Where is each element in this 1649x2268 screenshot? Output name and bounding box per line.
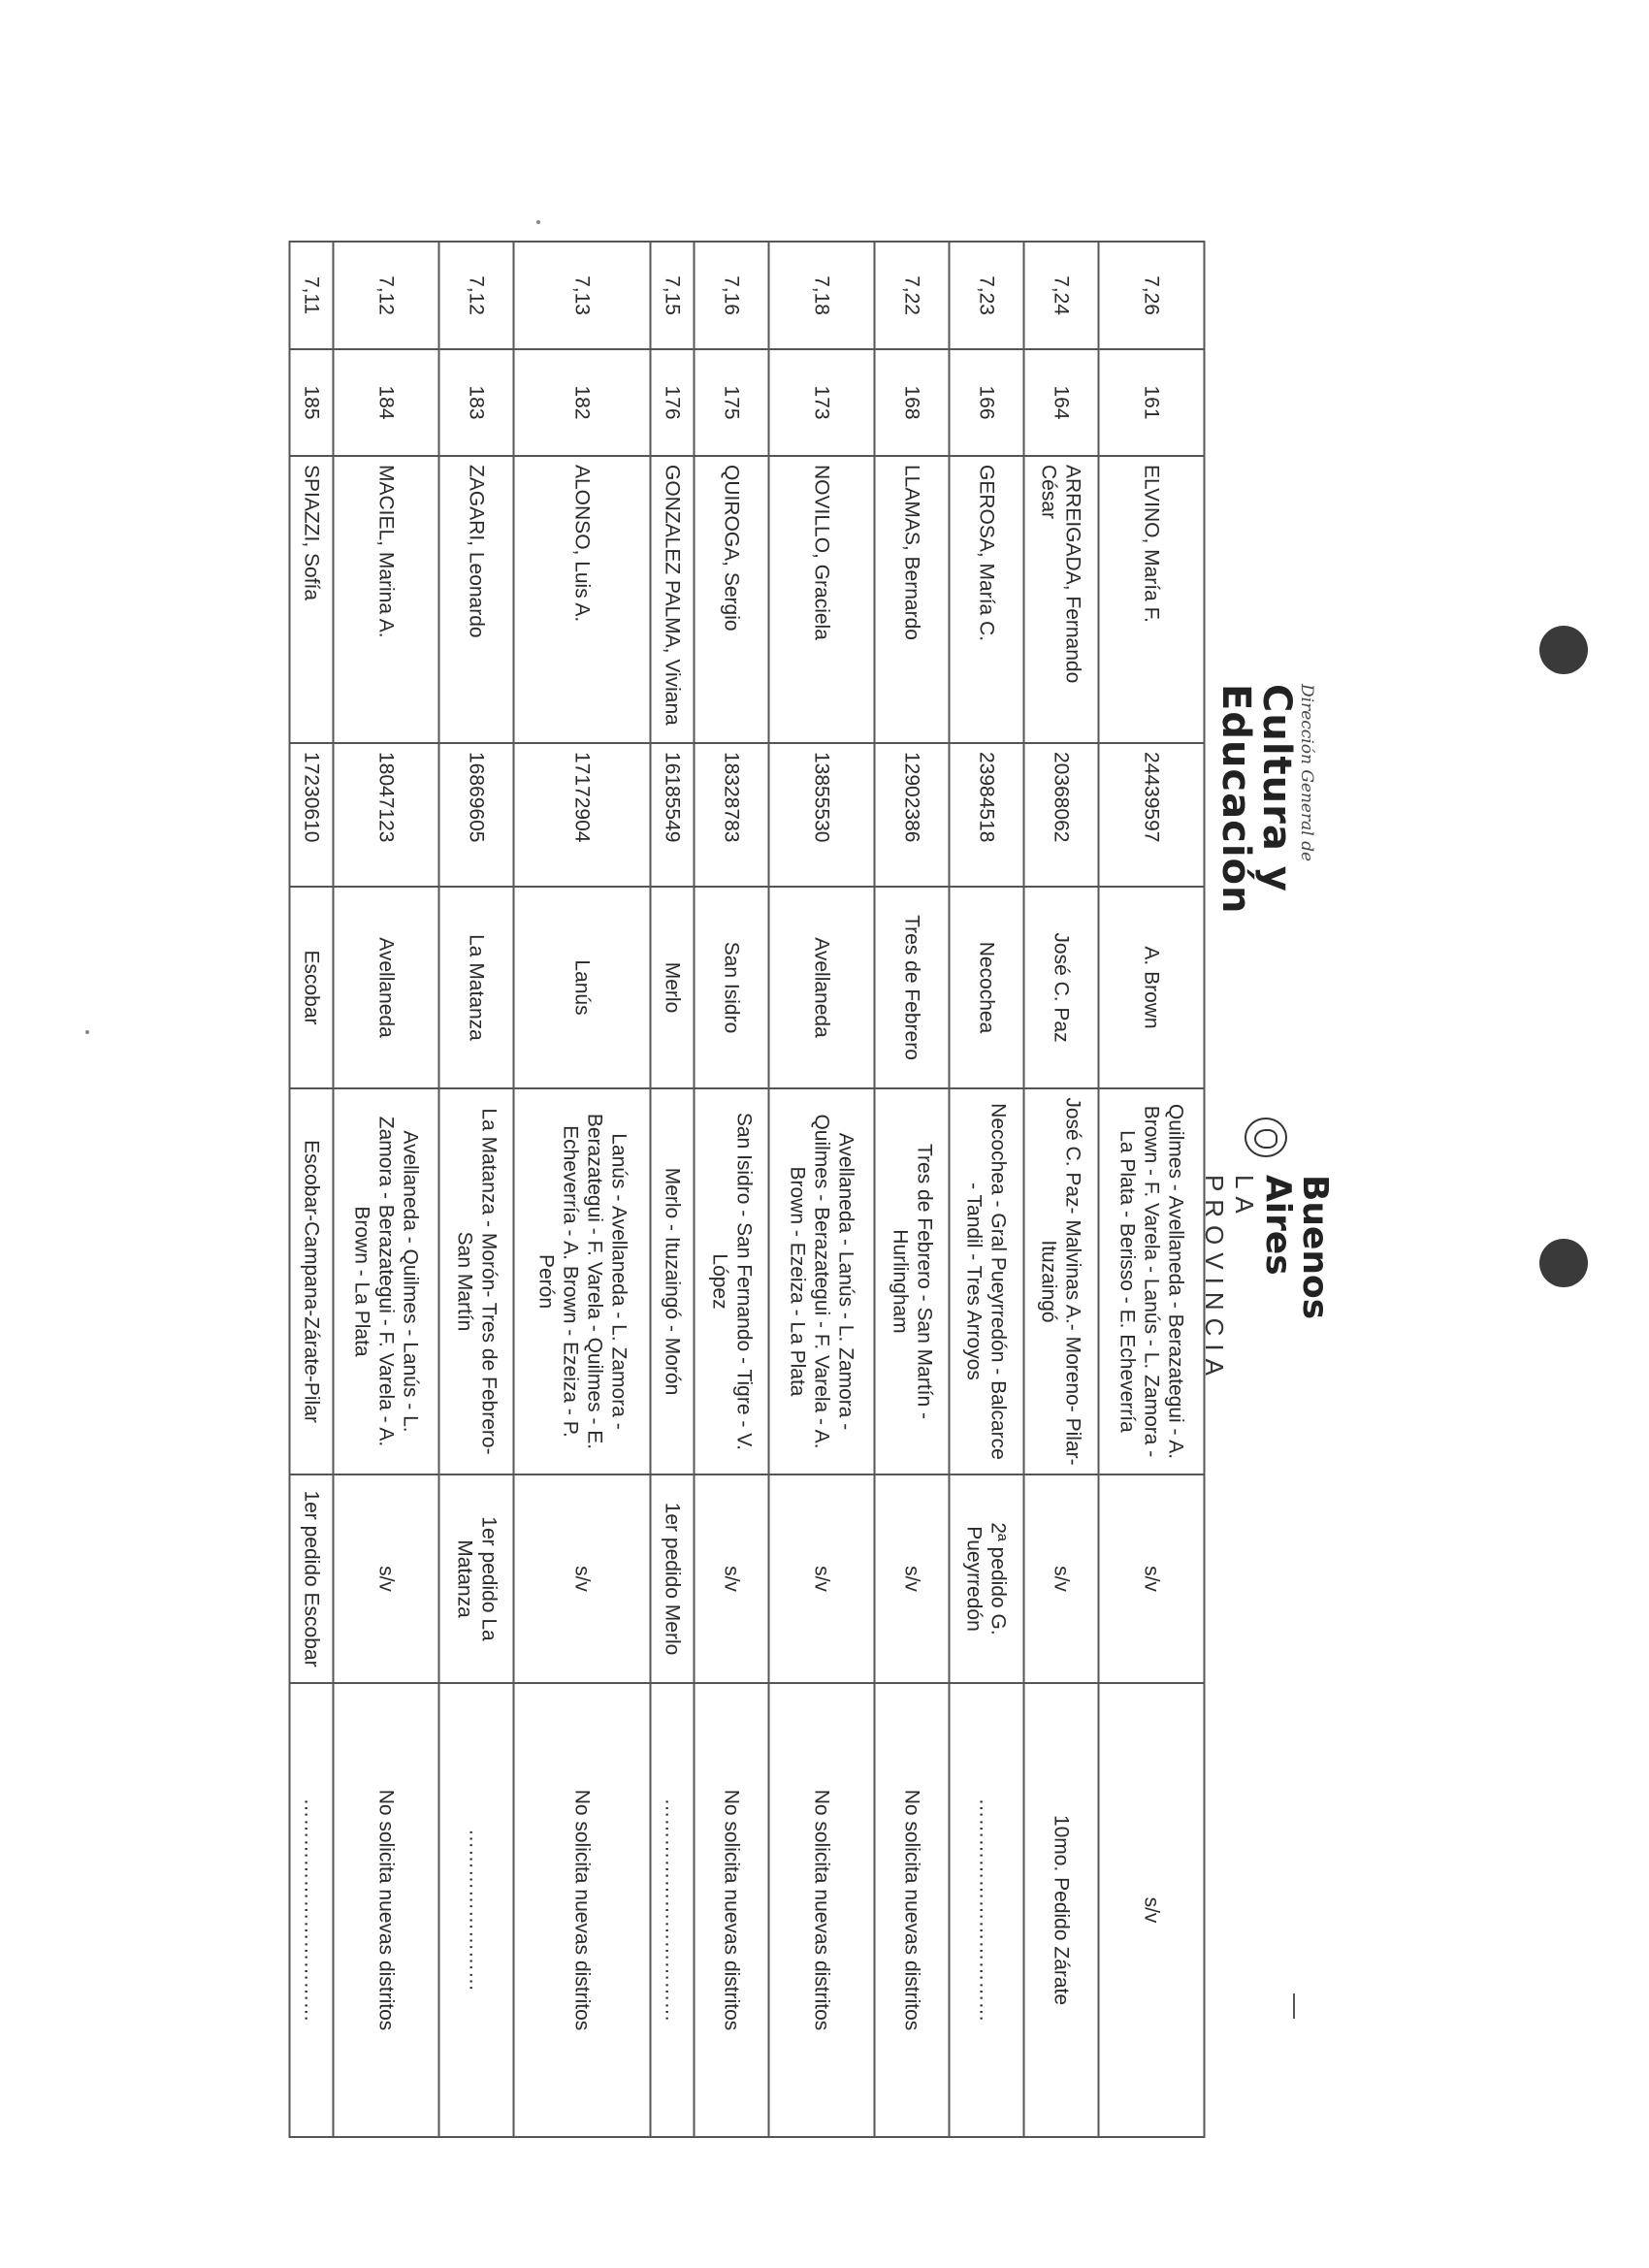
cell-dni: 18047123 — [334, 743, 439, 887]
letterhead-title: Cultura y Educación — [1213, 684, 1299, 915]
cell-districts: Tres de Febrero - San Martín - Hurlingham — [875, 1088, 950, 1474]
letterhead-left — [1215, 684, 1316, 1100]
cell-name: ELVINO, María F. — [1098, 456, 1204, 743]
cell-request: s/v — [514, 1474, 651, 1683]
table-row — [334, 242, 439, 2137]
cell-request: s/v — [334, 1474, 439, 1683]
cell-order: 183 — [439, 349, 514, 456]
table-row — [875, 242, 950, 2137]
table-row — [514, 242, 651, 2137]
table-row — [950, 242, 1024, 2137]
scan-speck — [536, 220, 540, 224]
cell-dni: 12902386 — [875, 743, 950, 887]
cell-name: NOVILLO, Graciela — [769, 456, 875, 743]
cell-name: ZAGARI, Leonardo — [439, 456, 514, 743]
cell-notes: …………………………… — [651, 1683, 695, 2137]
table-row — [651, 242, 695, 2137]
cell-districts: Merlo - Ituzaingó - Morón — [651, 1088, 695, 1474]
cell-name: LLAMAS, Bernardo — [875, 456, 950, 743]
cell-district: Escobar — [290, 887, 334, 1088]
cell-score: 7,22 — [875, 242, 950, 349]
cell-request: 1er pedido Escobar — [290, 1474, 334, 1683]
cell-notes: …………………………… — [290, 1683, 334, 2137]
cell-districts: José C. Paz- Malvinas A.- Moreno- Pilar- Ituzaingó — [1023, 1088, 1098, 1474]
scan-speck — [85, 1030, 89, 1034]
cell-order: 164 — [1023, 349, 1098, 456]
cell-notes: …………………………… — [950, 1683, 1024, 2137]
ranking-table-wrapper — [289, 241, 1206, 2031]
cell-notes: No solicita nuevas distritos — [769, 1683, 875, 2137]
cell-score: 7,12 — [439, 242, 514, 349]
cell-notes: …………………… — [439, 1683, 514, 2137]
cell-order: 161 — [1098, 349, 1204, 456]
letterhead-subtitle: Dirección General de — [1297, 684, 1316, 862]
cell-order: 166 — [950, 349, 1024, 456]
cell-request: s/v — [769, 1474, 875, 1683]
punch-hole — [1539, 626, 1588, 674]
cell-districts: Escobar-Campana-Zárate-Pilar — [290, 1088, 334, 1474]
table-row — [769, 242, 875, 2137]
cell-request: s/v — [875, 1474, 950, 1683]
cell-score: 7,23 — [950, 242, 1024, 349]
table-row — [1023, 242, 1098, 2137]
table-row — [1098, 242, 1204, 2137]
cell-dni: 17172904 — [514, 743, 651, 887]
cell-dni: 13855530 — [769, 743, 875, 887]
cell-order: 185 — [290, 349, 334, 456]
cell-notes: 10mo. Pedido Zárate — [1023, 1683, 1098, 2137]
cell-district: Merlo — [651, 887, 695, 1088]
cell-order: 182 — [514, 349, 651, 456]
cell-notes: s/v — [1098, 1683, 1204, 2137]
cell-dni: 24439597 — [1098, 743, 1204, 887]
cell-districts: Avellaneda - Lanús - L. Zamora - Quilmes - Berazategui - F. Varela - A. Brown - Ezeiza - La Plata — [769, 1088, 875, 1474]
cell-score: 7,12 — [334, 242, 439, 349]
cell-score: 7,18 — [769, 242, 875, 349]
cell-district: José C. Paz — [1023, 887, 1098, 1088]
cell-dni: 18328783 — [695, 743, 769, 887]
cell-dni: 20368062 — [1023, 743, 1098, 887]
cell-districts: Quilmes - Avellaneda - Berazategui - A. Brown - F. Varela - Lanús - L. Zamora - La Plata - Berisso - E. Echeverría — [1098, 1088, 1204, 1474]
cell-order: 175 — [695, 349, 769, 456]
cell-order: 184 — [334, 349, 439, 456]
cell-request: s/v — [695, 1474, 769, 1683]
cell-order: 176 — [651, 349, 695, 456]
cell-dni: 23984518 — [950, 743, 1024, 887]
cell-score: 7,16 — [695, 242, 769, 349]
cell-districts: Avellaneda - Quilmes - Lanús - L. Zamora - Berazategui - F. Varela - A. Brown - La Plata — [334, 1088, 439, 1474]
cell-request: s/v — [1023, 1474, 1098, 1683]
cell-district: Avellaneda — [769, 887, 875, 1088]
letterhead-right — [1199, 1175, 1333, 1421]
cell-districts: Necochea - Gral Pueyrredón - Balcarce - Tandil - Tres Arroyos — [950, 1088, 1024, 1474]
ranking-table-body — [290, 242, 1205, 2137]
cell-name: GONZALEZ PALMA, Viviana — [651, 456, 695, 743]
cell-request: 1er pedido La Matanza — [439, 1474, 514, 1683]
cell-name: ALONSO, Luis A. — [514, 456, 651, 743]
cell-district: Avellaneda — [334, 887, 439, 1088]
cell-request: 1er pedido Merlo — [651, 1474, 695, 1683]
cell-districts: La Matanza - Morón- Tres de Febrero- San Martín — [439, 1088, 514, 1474]
cell-request: s/v — [1098, 1474, 1204, 1683]
table-row — [695, 242, 769, 2137]
letterhead — [1200, 684, 1335, 1421]
cell-district: San Isidro — [695, 887, 769, 1088]
cell-order: 173 — [769, 349, 875, 456]
cell-name: SPIAZZI, Sofía — [290, 456, 334, 743]
cell-dni: 16185549 — [651, 743, 695, 887]
cell-district: Tres de Febrero — [875, 887, 950, 1088]
cell-district: A. Brown — [1098, 887, 1204, 1088]
letterhead-province: LA PROVINCIA — [1200, 1174, 1259, 1383]
cell-score: 7,15 — [651, 242, 695, 349]
cell-score: 7,13 — [514, 242, 651, 349]
cell-notes: No solicita nuevas distritos — [334, 1683, 439, 2137]
cell-name: ARREIGADA, Fernando César — [1023, 456, 1098, 743]
cell-name: QUIROGA, Sergio — [695, 456, 769, 743]
letterhead-brand: Buenos Aires — [1258, 1174, 1335, 1320]
cell-name: GEROSA, María C. — [950, 456, 1024, 743]
cell-score: 7,26 — [1098, 242, 1204, 349]
cell-request: 2ª pedido G. Pueyrredón — [950, 1474, 1024, 1683]
cell-score: 7,11 — [290, 242, 334, 349]
cell-districts: Lanús - Avellaneda - L. Zamora - Berazategui - F. Varela - Quilmes - E. Echeverría - A. Brown - Ezeiza - P. Perón — [514, 1088, 651, 1474]
punch-hole — [1539, 1239, 1588, 1287]
cell-districts: San Isidro - San Fernando - Tigre - V. López — [695, 1088, 769, 1474]
cell-order: 168 — [875, 349, 950, 456]
cell-district: Lanús — [514, 887, 651, 1088]
province-seal-icon — [1245, 1118, 1287, 1157]
cell-district: La Matanza — [439, 887, 514, 1088]
table-row — [290, 242, 334, 2137]
cell-dni: 17230610 — [290, 743, 334, 887]
cell-notes: No solicita nuevas distritos — [695, 1683, 769, 2137]
cell-dni: 16869605 — [439, 743, 514, 887]
ranking-table — [289, 241, 1206, 2138]
table-row — [439, 242, 514, 2137]
cell-notes: No solicita nuevas distritos — [514, 1683, 651, 2137]
cell-district: Necochea — [950, 887, 1024, 1088]
cell-score: 7,24 — [1023, 242, 1098, 349]
cell-notes: No solicita nuevas distritos — [875, 1683, 950, 2137]
edge-mark — [1293, 1993, 1295, 2019]
cell-name: MACIEL, Marina A. — [334, 456, 439, 743]
